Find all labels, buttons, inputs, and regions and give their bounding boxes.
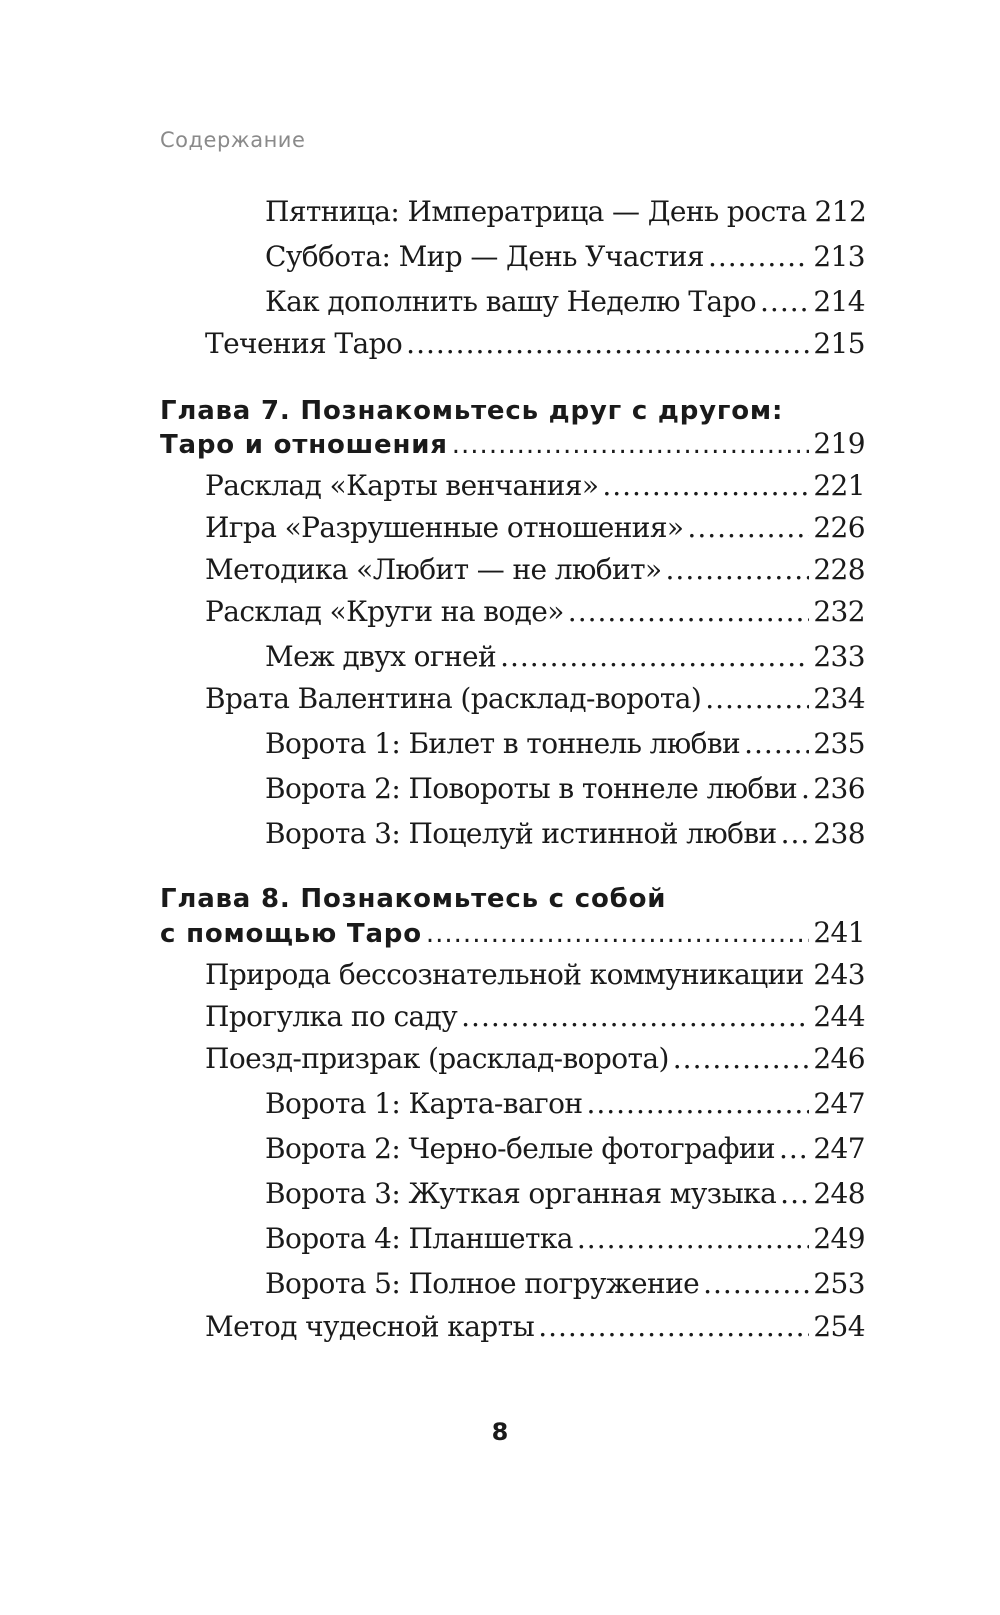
dot-leader bbox=[568, 598, 810, 626]
dot-leader bbox=[801, 775, 809, 803]
dot-leader bbox=[781, 820, 810, 848]
chapter-7-page: 219 bbox=[813, 427, 865, 460]
toc-entry-page: 246 bbox=[813, 1042, 865, 1075]
chapter-7-heading[interactable]: Глава 7. Познакомьтесь друг с другом: bbox=[160, 396, 784, 426]
dot-leader bbox=[687, 514, 809, 542]
chapter-8-heading[interactable]: Глава 8. Познакомьтесь с собой bbox=[160, 884, 667, 914]
toc-entry-page: 234 bbox=[813, 682, 865, 715]
dot-leader bbox=[779, 1135, 809, 1163]
dot-leader bbox=[703, 1270, 809, 1298]
toc-entry[interactable] bbox=[265, 817, 865, 850]
toc-entry-page: 236 bbox=[813, 772, 865, 805]
toc-entry-page: 247 bbox=[813, 1087, 865, 1120]
toc-entry[interactable] bbox=[265, 1222, 865, 1255]
toc-entry-title: Ворота 3: Поцелуй истинной любви bbox=[265, 817, 777, 850]
toc-entry-page: 212 bbox=[814, 195, 867, 228]
toc-entry-title: Ворота 1: Карта-вагон bbox=[265, 1087, 583, 1120]
dot-leader bbox=[666, 556, 810, 584]
toc-entry[interactable] bbox=[265, 1177, 865, 1210]
toc-entry-page: 243 bbox=[813, 958, 865, 991]
dot-leader bbox=[500, 643, 809, 671]
toc-entry-page: 214 bbox=[813, 285, 865, 318]
dot-leader bbox=[586, 1090, 809, 1118]
toc-entry-title: Ворота 1: Билет в тоннель любви bbox=[265, 727, 741, 760]
dot-leader bbox=[452, 432, 810, 458]
chapter-8-title: с помощью Таро bbox=[160, 919, 422, 949]
toc-entry-page: 213 bbox=[813, 240, 865, 273]
dot-leader bbox=[780, 1180, 809, 1208]
toc-entry[interactable] bbox=[205, 1000, 865, 1033]
dot-leader bbox=[708, 243, 809, 271]
toc-entry-title: Методика «Любит — не любит» bbox=[205, 553, 662, 586]
chapter-7-title: Таро и отношения bbox=[160, 430, 448, 460]
toc-entry-page: 215 bbox=[813, 327, 865, 360]
page-number: 8 bbox=[491, 1418, 509, 1446]
toc-entry[interactable] bbox=[265, 240, 865, 273]
toc-entry-page: 235 bbox=[813, 727, 865, 760]
toc-entry[interactable] bbox=[265, 1132, 865, 1165]
toc-entry-page: 232 bbox=[813, 595, 865, 628]
toc-entry[interactable] bbox=[265, 772, 865, 805]
toc-entry-title: Расклад «Карты венчания» bbox=[205, 469, 599, 502]
toc-entry[interactable] bbox=[265, 1267, 865, 1300]
toc-entry-title: Как дополнить вашу Неделю Таро bbox=[265, 285, 757, 318]
toc-entry-title: Прогулка по саду bbox=[205, 1000, 458, 1033]
toc-entry-page: 253 bbox=[813, 1267, 865, 1300]
dot-leader bbox=[602, 472, 809, 500]
dot-leader bbox=[461, 1003, 809, 1031]
dot-leader bbox=[406, 330, 809, 358]
toc-entry-title: Течения Таро bbox=[205, 327, 403, 360]
toc-entry-title: Ворота 4: Планшетка bbox=[265, 1222, 573, 1255]
toc-entry[interactable] bbox=[205, 958, 865, 991]
toc-entry-title: Суббота: Мир — День Участия bbox=[265, 240, 704, 273]
toc-entry-title: Игра «Разрушенные отношения» bbox=[205, 511, 684, 544]
dot-leader bbox=[760, 288, 809, 316]
toc-entry[interactable] bbox=[205, 469, 865, 502]
dot-leader bbox=[744, 730, 809, 758]
dot-leader bbox=[577, 1225, 809, 1253]
toc-entry[interactable] bbox=[265, 285, 865, 318]
toc-entry[interactable] bbox=[265, 1087, 865, 1120]
toc-entry-title: Ворота 2: Повороты в тоннеле любви bbox=[265, 772, 798, 805]
toc-entry[interactable] bbox=[205, 682, 865, 715]
dot-leader bbox=[538, 1313, 809, 1341]
toc-entry[interactable] bbox=[205, 595, 865, 628]
toc-entry[interactable] bbox=[205, 327, 865, 360]
toc-entry-page: 238 bbox=[813, 817, 865, 850]
toc-entry[interactable] bbox=[205, 1042, 865, 1075]
toc-entry[interactable] bbox=[205, 511, 865, 544]
toc-entry-title: Пятница: Императрица — День роста bbox=[265, 195, 807, 228]
toc-entry-title: Ворота 3: Жуткая органная музыка bbox=[265, 1177, 777, 1210]
toc-entry[interactable] bbox=[265, 195, 867, 228]
dot-leader bbox=[673, 1045, 810, 1073]
toc-entry-page: 249 bbox=[813, 1222, 865, 1255]
toc-entry-page: 248 bbox=[813, 1177, 865, 1210]
toc-entry-page: 244 bbox=[813, 1000, 865, 1033]
running-head: Содержание bbox=[160, 128, 306, 152]
chapter-8-entry[interactable] bbox=[160, 916, 865, 949]
toc-entry[interactable] bbox=[205, 553, 865, 586]
toc-entry-title: Меж двух огней bbox=[265, 640, 497, 673]
toc-entry-title: Расклад «Круги на воде» bbox=[205, 595, 564, 628]
toc-entry-title: Поезд-призрак (расклад-ворота) bbox=[205, 1042, 669, 1075]
toc-entry-title: Ворота 5: Полное погружение bbox=[265, 1267, 700, 1300]
toc-entry-page: 233 bbox=[813, 640, 865, 673]
toc-entry[interactable] bbox=[265, 640, 865, 673]
dot-leader bbox=[808, 961, 810, 989]
toc-entry-page: 247 bbox=[813, 1132, 865, 1165]
dot-leader bbox=[705, 685, 809, 713]
toc-entry-title: Врата Валентина (расклад-ворота) bbox=[205, 682, 702, 715]
chapter-8-page: 241 bbox=[813, 916, 865, 949]
toc-entry-title: Ворота 2: Черно-белые фотографии bbox=[265, 1132, 775, 1165]
toc-entry-title: Природа бессознательной коммуникации bbox=[205, 958, 804, 991]
toc-entry[interactable] bbox=[205, 1310, 865, 1343]
toc-entry-page: 226 bbox=[813, 511, 865, 544]
toc-entry-page: 221 bbox=[813, 469, 865, 502]
dot-leader bbox=[426, 921, 809, 947]
toc-entry-title: Метод чудесной карты bbox=[205, 1310, 535, 1343]
toc-entry[interactable] bbox=[265, 727, 865, 760]
chapter-7-entry[interactable] bbox=[160, 427, 865, 460]
toc-entry-page: 254 bbox=[813, 1310, 865, 1343]
toc-entry-page: 228 bbox=[813, 553, 865, 586]
